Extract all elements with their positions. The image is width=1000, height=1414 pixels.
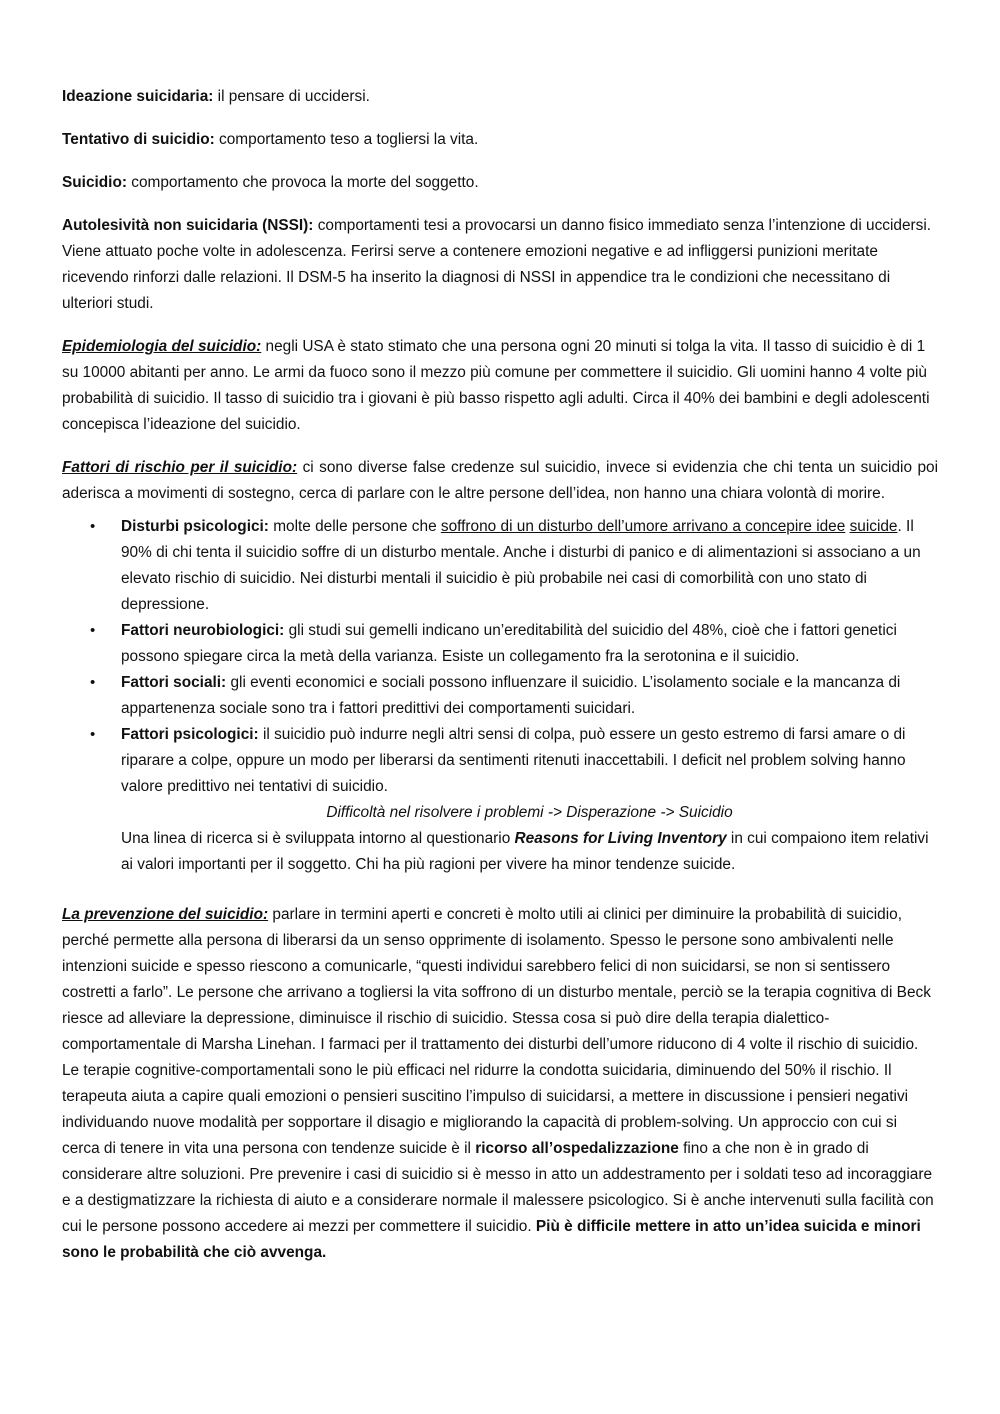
causal-chain: Difficoltà nel risolvere i problemi -> Disperazione -> Suicidio <box>326 804 733 821</box>
definition-text: comportamenti tesi a provocarsi un danno fisico immediato senza l’intenzione di uccidersi. Viene attuato poche volte in adolescenza. Ferirsi serve a contenere emozioni negative e ad infliggersi punizioni meritate ricevendo rinforzi dalle relazioni. Il DSM-5 ha inserito la diagnosi di NSSI in appendice tra le condizioni che necessitano di ulteriori studi. <box>62 217 932 312</box>
definition-text: il pensare di uccidersi. <box>213 88 370 105</box>
paragraph-text: in cui compaiono item relativi ai valori importanti per il soggetto. Chi ha più ragioni per vivere ha minor tendenze suicide. <box>121 830 929 873</box>
section-text: fino a che non è in grado di considerare altre soluzioni. Pre prevenire i casi di suicidio si è messo in atto un addestramento per i soldati teso ad incoraggiare e a destigmatizzare la richiesta di aiuto e a considerare normale il malessere psicologico. Si è anche intervenuti sulla facilità con cui le persone possono accedere ai mezzi per commettere il suicidio. <box>62 1140 934 1235</box>
risk-factors-list <box>62 514 938 800</box>
reasons-for-living-paragraph <box>62 826 938 878</box>
definition-text: comportamento teso a togliersi la vita. <box>214 131 479 148</box>
epidemiology-paragraph <box>62 334 938 438</box>
inventory-title: Reasons for Living Inventory <box>514 830 727 847</box>
section-text: ci sono diverse false credenze sul suicidio, invece si evidenzia che chi tenta un suicidio poi aderisca a movimenti di sostegno, cerca di parlare con le altre persone dell’idea, non hanno una chiara volontà di morire. <box>62 459 939 502</box>
underlined-text: soffrono di un disturbo dell’umore arrivano a concepire idee <box>440 518 846 535</box>
list-item-text: gli eventi economici e sociali possono influenzare il suicidio. L’isolamento sociale e la mancanza di appartenenza sociale sono tra i fattori predittivi dei comportamenti suicidari. <box>121 674 901 717</box>
paragraph-text: Una linea di ricerca si è sviluppata intorno al questionario <box>121 830 515 847</box>
bold-text: Più è difficile mettere in atto un’idea suicida e minori sono le probabilità che ciò avvenga. <box>62 1218 921 1261</box>
section-heading: Epidemiologia del suicidio: <box>62 338 262 355</box>
list-item-text: gli studi sui gemelli indicano un’ereditabilità del suicidio del 48%, cioè che i fattori genetici possono spiegare circa la metà della varianza. Esiste un collegamento fra la serotonina e il suicidio. <box>121 622 897 665</box>
prevention-paragraph <box>62 902 938 1266</box>
bullet-icon: • <box>90 726 96 743</box>
definition-text: comportamento che provoca la morte del soggetto. <box>126 174 479 191</box>
definition-term: Tentativo di suicidio: <box>62 131 215 148</box>
section-text: parlare in termini aperti e concreti è molto utili ai clinici per diminuire la probabilità di suicidio, perché permette alla persona di liberarsi da un senso opprimente di isolamento. Spesso le persone sono ambivalenti nelle intenzioni suicide e spesso riescono a comunicarle, “questi individui sarebbero felici di non suicidarsi, se non si sentissero costretti a farlo”. Le persone che arrivano a togliersi la vita soffrono di un disturbo mentale, perciò se la terapia cognitiva di Beck riesce ad alleviare la depressione, diminuisce il rischio di suicidio. Stessa cosa si può dire della terapia dialettico-comportamentale di Marsha Linehan. I farmaci per il trattamento dei disturbi dell’umore riducono di 4 volte il rischio di suicidio. Le terapie cognitive-comportamentali sono le più efficaci nel ridurre la condotta suicidaria, diminuendo del 50% il rischio. Il terapeuta aiuta a capire quali emozioni o pensieri suscitino l’impulso di suicidarsi, a mettere in discussione i pensieri negativi individuando nuove modalità per sopportare il disagio e migliorando la capacità di problem-solving. Un approccio con cui si cerca di tenere in vita una persona con tendenze suicide è il <box>62 906 931 1157</box>
list-item-text: . Il 90% di chi tenta il suicidio soffre di un disturbo mentale. Anche i disturbi di panico e di alimentazioni si associano a un elevato rischio di suicidio. Nei disturbi mentali il suicidio è più probabile nei casi di comorbilità con uno stato di depressione. <box>121 518 921 613</box>
list-item-term: Fattori neurobiologici: <box>121 622 285 639</box>
definition-paragraph <box>62 84 938 110</box>
list-item <box>62 670 938 722</box>
document-body <box>62 84 938 1266</box>
bold-text: ricorso all’ospedalizzazione <box>475 1140 679 1157</box>
list-item <box>62 618 938 670</box>
bullet-icon: • <box>90 518 96 535</box>
definition-term: Autolesività non suicidaria (NSSI): <box>62 217 314 234</box>
definition-term: Ideazione suicidaria: <box>62 88 214 105</box>
section-text: negli USA è stato stimato che una persona ogni 20 minuti si tolga la vita. Il tasso di suicidio è di 1 su 10000 abitanti per anno. Le armi da fuoco sono il mezzo più comune per commettere il suicidio. Gli uomini hanno 4 volte più probabilità di suicidio. Il tasso di suicidio tra i giovani è più basso rispetto agli adulti. Circa il 40% dei bambini e degli adolescenti concepisca l’ideazione del suicidio. <box>62 338 930 433</box>
definition-paragraph <box>62 127 938 153</box>
list-item <box>62 514 938 618</box>
definition-term: Suicidio: <box>62 174 127 191</box>
underlined-text: suicide <box>849 518 898 535</box>
list-item <box>62 722 938 800</box>
bullet-icon: • <box>90 674 96 691</box>
section-heading: Fattori di rischio per il suicidio: <box>62 459 298 476</box>
section-heading: La prevenzione del suicidio: <box>62 906 269 923</box>
bullet-icon: • <box>90 622 96 639</box>
definition-paragraph <box>62 213 938 317</box>
list-item-text: il suicidio può indurre negli altri sensi di colpa, può essere un gesto estremo di farsi amare o di riparare a colpe, oppure un modo per liberarsi da sentimenti ritenuti inaccettabili. I deficit nel problem solving hanno valore predittivo nei tentativi di suicidio. <box>121 726 906 795</box>
list-item-text: molte delle persone che <box>268 518 441 535</box>
risk-factors-paragraph <box>62 455 938 507</box>
list-item-term: Fattori sociali: <box>121 674 227 691</box>
definition-paragraph <box>62 170 938 196</box>
list-item-term: Disturbi psicologici: <box>121 518 269 535</box>
list-item-term: Fattori psicologici: <box>121 726 259 743</box>
